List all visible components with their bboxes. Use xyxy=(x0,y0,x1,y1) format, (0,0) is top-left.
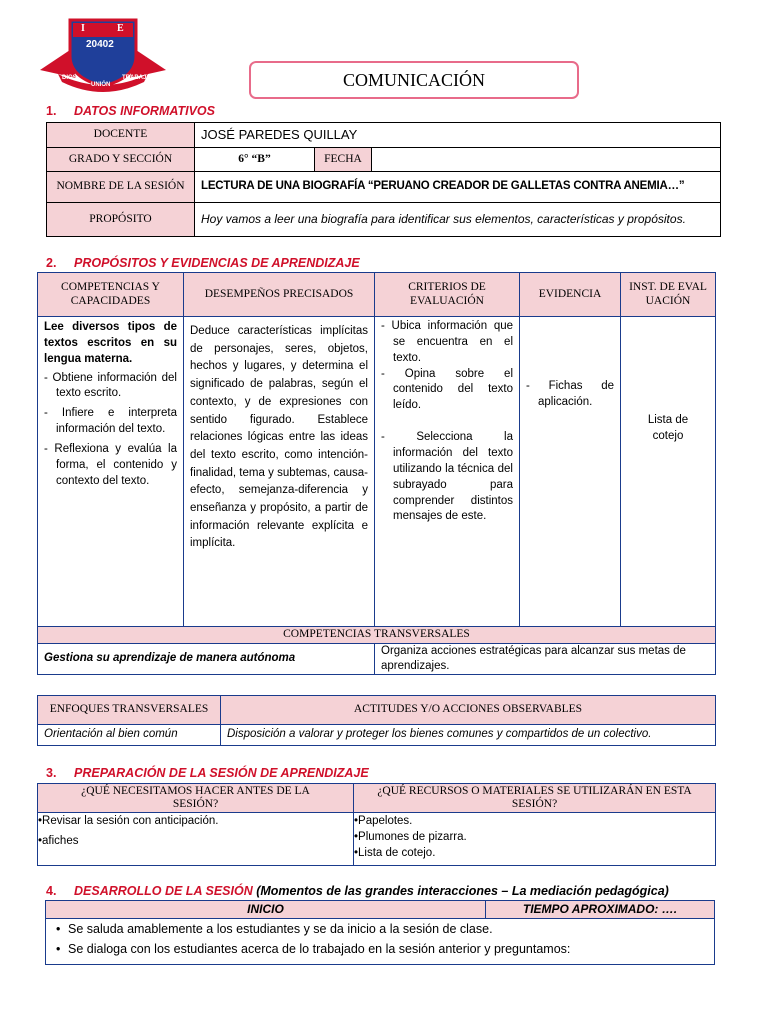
logo-motto-1: DIOS xyxy=(62,75,77,81)
competencia-text: Lee diversos tipos de textos escritos en su lengua materna. xyxy=(44,321,177,365)
criterios-cell xyxy=(375,317,520,627)
recursos-header: ¿QUÉ RECURSOS O MATERIALES SE UTILIZARÁN EN ESTA SESIÓN? xyxy=(354,784,716,813)
grado-value: 6° “B” xyxy=(195,148,315,172)
sesion-label: NOMBRE DE LA SESIÓN xyxy=(47,172,195,203)
transversal-header: COMPETENCIAS TRANSVERSALES xyxy=(38,627,716,644)
antes-item: •Revisar la sesión con anticipación. xyxy=(38,815,219,827)
antes-item: •afiches xyxy=(38,834,79,847)
fecha-label: FECHA xyxy=(315,148,372,172)
capacidad-item: - Reflexiona y evalúa la forma, el contenido y contexto del texto. xyxy=(44,442,177,490)
instrumento-text: Lista de cotejo xyxy=(647,414,689,442)
instrumento-cell xyxy=(621,317,716,627)
logo-motto-2: UNIÓN xyxy=(91,82,111,88)
tiempo-label: TIEMPO APROXIMADO: …. xyxy=(486,901,715,919)
proposito-label: PROPÓSITO xyxy=(47,203,195,237)
competencias-cell xyxy=(38,317,184,627)
antes-header: ¿QUÉ NECESITAMOS HACER ANTES DE LA SESIÓN? xyxy=(38,784,354,813)
inicio-item: • Se dialoga con los estudiantes acerca de lo trabajado en la sesión anterior y preguntamos: xyxy=(68,941,710,958)
capacidad-item: - Infiere e interpreta información del texto. xyxy=(44,406,177,438)
grado-label: GRADO Y SECCIÓN xyxy=(47,148,195,172)
evidencia-item: - Fichas de aplicación. xyxy=(526,379,614,411)
docente-label: DOCENTE xyxy=(47,123,195,148)
transversal-name: Gestiona su aprendizaje de manera autónoma xyxy=(38,644,375,675)
logo-letter-left: I xyxy=(81,23,85,34)
desempeno-text: Deduce características implícitas de personajes, seres, objetos, hechos y lugares, y determina el significado de palabras, según el contexto, y de expresiones con sentido figurado. Establece relaciones lógicas entre las ideas del texto escrito, como intención-finalidad, tema y subtemas, causa-efecto, semejanza-diferencia y enseñanza y propósito, a partir de información relevante explícita e implícita. xyxy=(190,325,368,550)
propositos-table xyxy=(37,272,716,675)
inicio-label: INICIO xyxy=(46,901,486,919)
fecha-value xyxy=(372,148,721,172)
school-logo xyxy=(36,12,170,96)
inicio-cell xyxy=(46,919,715,965)
logo-motto-3: TRABAJO xyxy=(122,75,152,81)
recurso-item: •Lista de cotejo. xyxy=(354,846,436,859)
section-3-title: 3. PREPARACIÓN DE LA SESIÓN DE APRENDIZAJE xyxy=(46,766,369,780)
logo-letter-right: E xyxy=(117,23,124,34)
datos-table xyxy=(46,122,721,237)
section-1-title: 1. DATOS INFORMATIVOS xyxy=(46,104,215,118)
antes-cell xyxy=(38,813,354,866)
transversal-desc: Organiza acciones estratégicas para alcanzar sus metas de aprendizajes. xyxy=(375,644,716,675)
criterio-item: - Selecciona la información del texto utilizando la técnica del subrayado para comprender distintos mensajes de este. xyxy=(381,430,513,525)
proposito-value: Hoy vamos a leer una biografía para identificar sus elementos, características y propósitos. xyxy=(195,203,721,237)
preparacion-table xyxy=(37,783,716,866)
page-title: COMUNICACIÓN xyxy=(249,61,579,99)
actitud-text: Disposición a valorar y proteger los bienes comunes y compartidos de un colectivo. xyxy=(221,725,716,746)
sesion-value: LECTURA DE UNA BIOGRAFÍA “PERUANO CREADOR DE GALLETAS CONTRA ANEMIA…” xyxy=(195,172,721,203)
enfoque-text: Orientación al bien común xyxy=(38,725,221,746)
inicio-item: • Se saluda amablemente a los estudiantes y se da inicio a la sesión de clase. xyxy=(68,921,710,938)
enfoques-header: ENFOQUES TRANSVERSALES xyxy=(38,696,221,725)
enfoques-table xyxy=(37,695,716,746)
section-4-title: 4. DESARROLLO DE LA SESIÓN (Momentos de las grandes interacciones – La mediación pedagógica) xyxy=(46,884,669,898)
section-2-title: 2. PROPÓSITOS Y EVIDENCIAS DE APRENDIZAJE xyxy=(46,256,360,270)
actitudes-header: ACTITUDES Y/O ACCIONES OBSERVABLES xyxy=(221,696,716,725)
criterio-item: - Ubica información que se encuentra en el texto. xyxy=(381,319,513,367)
criterio-item: - Opina sobre el contenido del texto leído. xyxy=(381,367,513,415)
criterios-header: CRITERIOS DE EVALUACIÓN xyxy=(375,273,520,317)
competencias-header: COMPETENCIAS Y CAPACIDADES xyxy=(38,273,184,317)
capacidad-item: - Obtiene información del texto escrito. xyxy=(44,371,177,403)
desempenos-header: DESEMPEÑOS PRECISADOS xyxy=(184,273,375,317)
instrumento-header: INST. DE EVALUACIÓN xyxy=(621,273,716,317)
evidencia-cell xyxy=(520,317,621,627)
logo-number: 20402 xyxy=(86,39,114,50)
evidencia-header: EVIDENCIA xyxy=(520,273,621,317)
docente-value: JOSÉ PAREDES QUILLAY xyxy=(195,123,721,148)
desarrollo-table xyxy=(45,900,715,965)
recursos-cell xyxy=(354,813,716,866)
desempenos-cell xyxy=(184,317,375,627)
recurso-item: •Papelotes. xyxy=(354,815,413,827)
recurso-item: •Plumones de pizarra. xyxy=(354,830,467,843)
